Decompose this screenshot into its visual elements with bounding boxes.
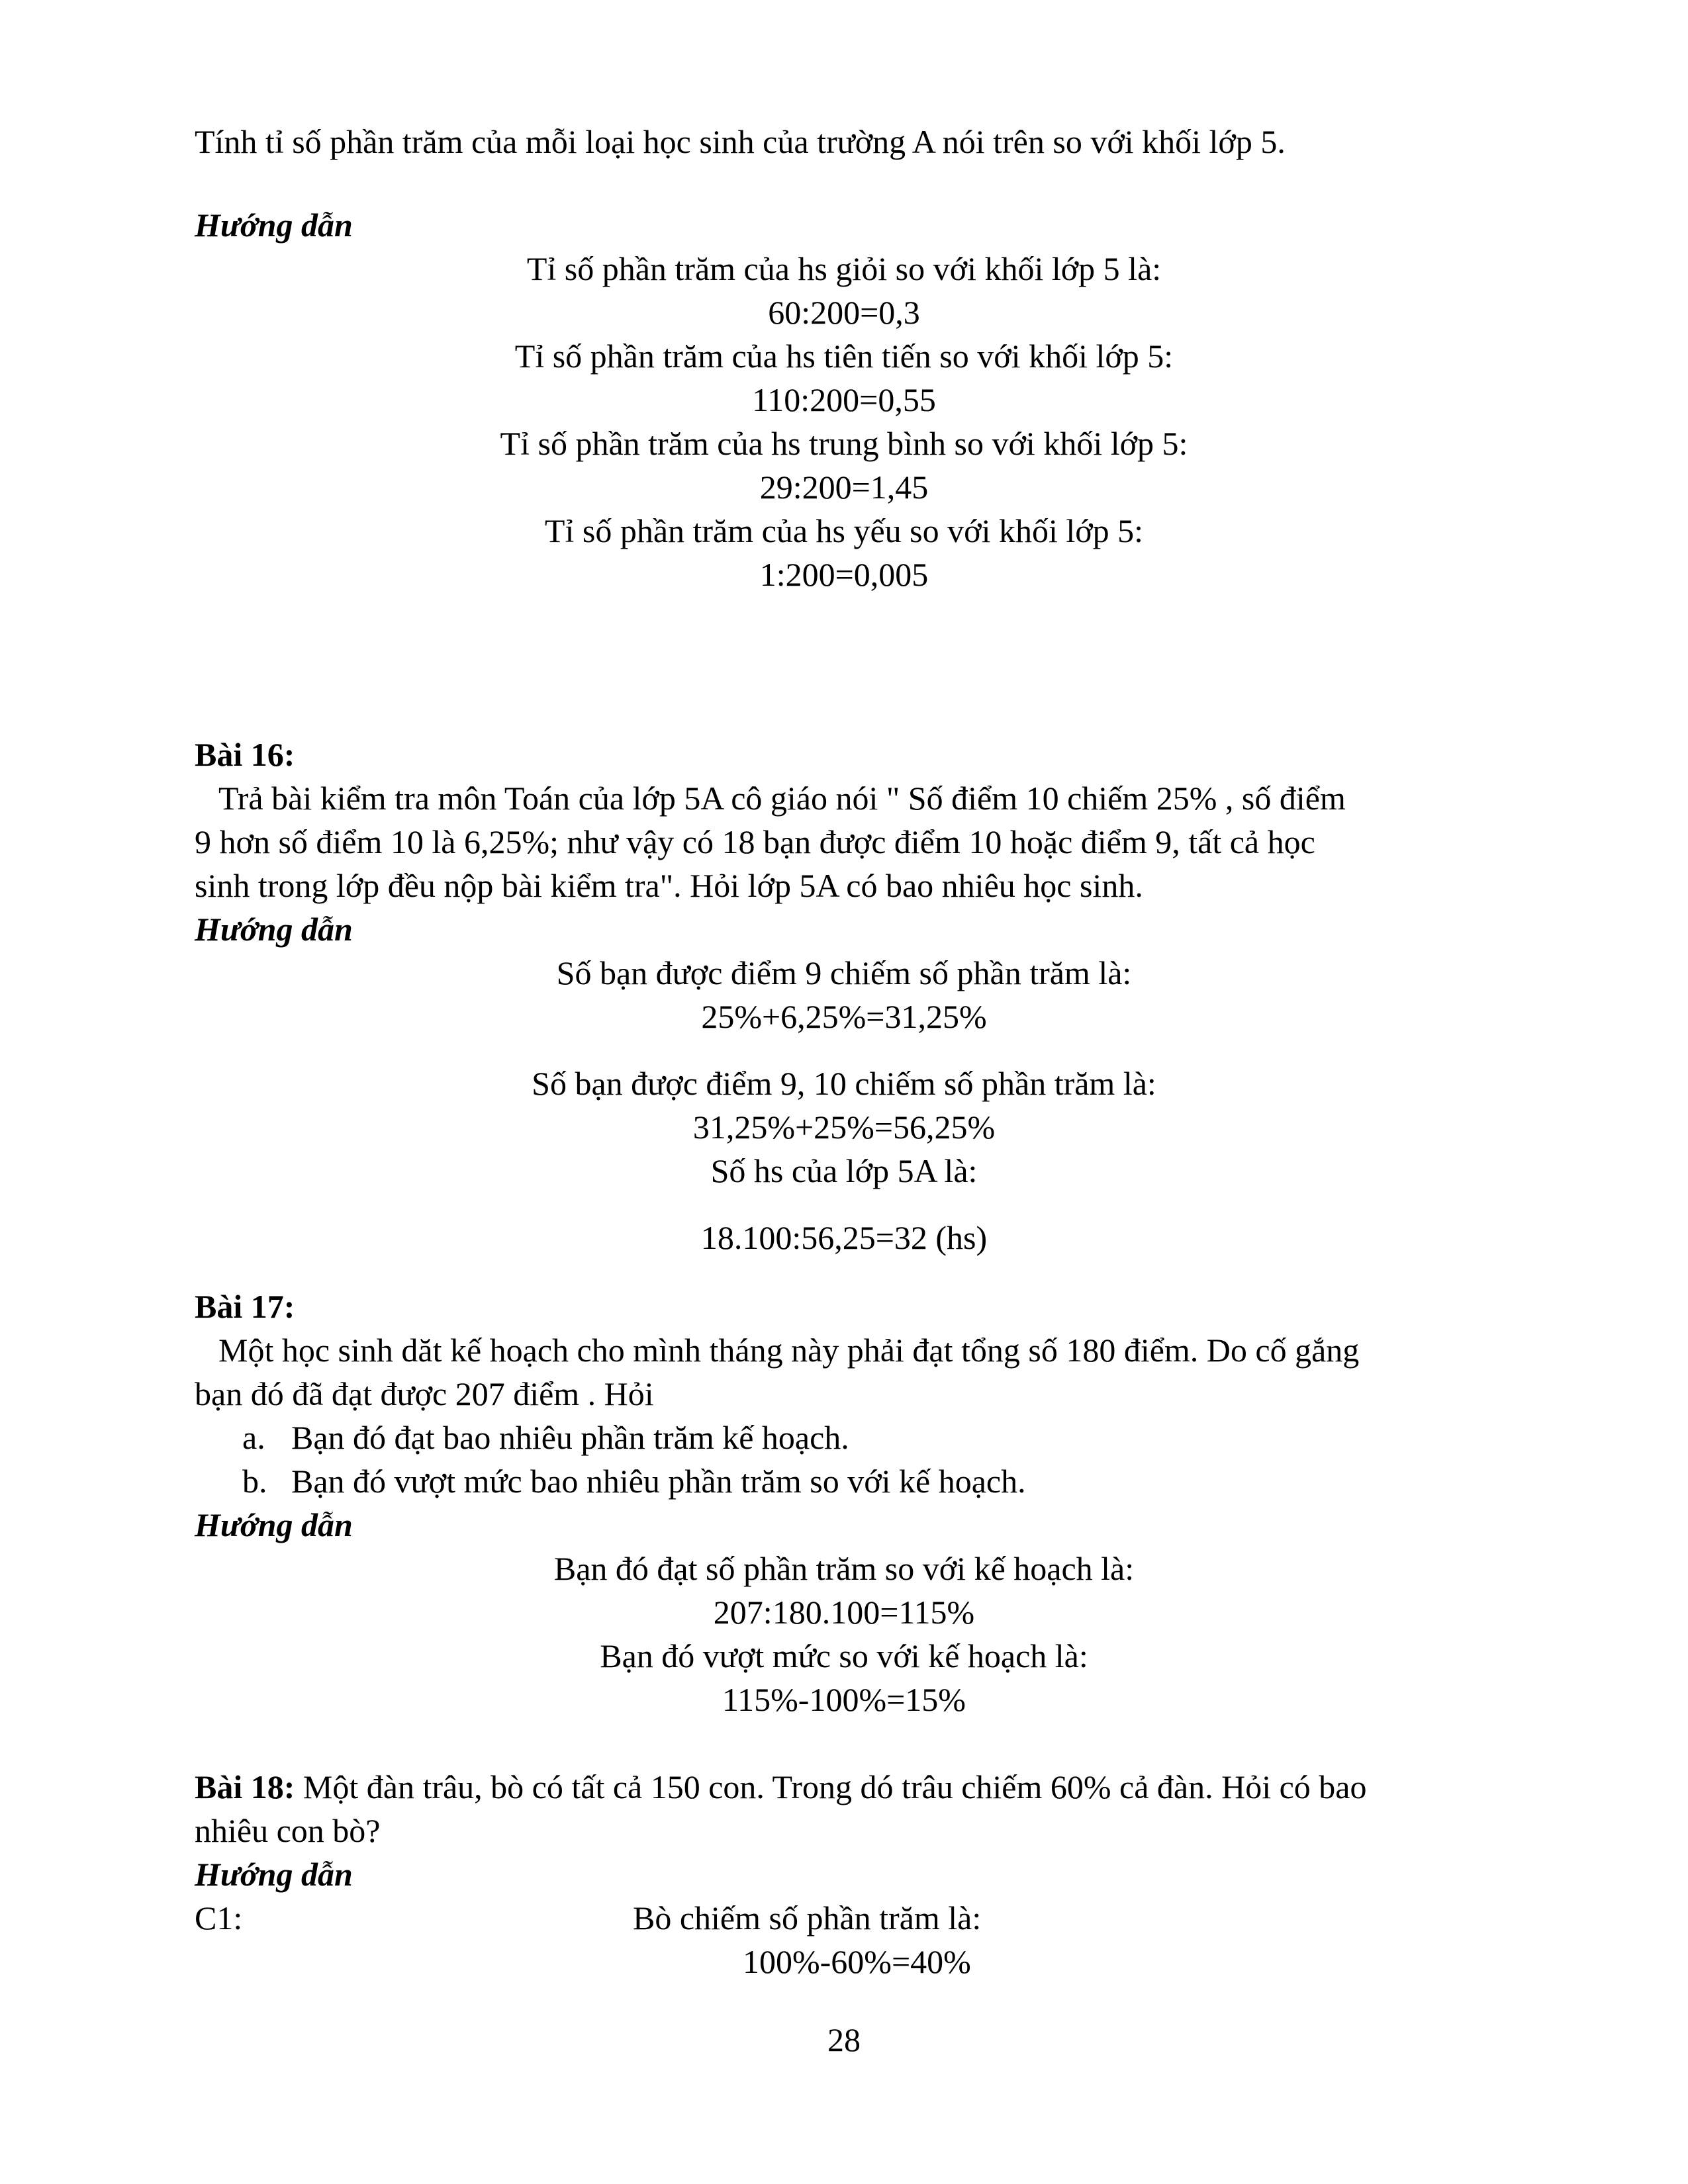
problem-title-16: Bài 16:	[195, 736, 295, 773]
list-item: Bạn đó đạt bao nhiêu phần trăm kế hoạch.	[291, 1419, 849, 1456]
solution-line: 207:180.100=115%	[713, 1594, 975, 1631]
problem-18-first-line	[195, 1766, 1366, 1808]
page-number: 28	[827, 2021, 861, 2058]
problem-text: 9 hơn số điểm 10 là 6,25%; như vậy có 18 bạn được điểm 10 hoặc điểm 9, tất cả học	[195, 823, 1315, 860]
solution-line: 25%+6,25%=31,25%	[701, 998, 987, 1035]
problem-text: sinh trong lớp đều nộp bài kiểm tra". Hỏi lớp 5A có bao nhiêu học sinh.	[195, 867, 1143, 904]
solution-line: Số bạn được điểm 9, 10 chiếm số phần trăm là:	[532, 1065, 1156, 1102]
huong-dan-heading: Hướng dẫn	[195, 206, 353, 244]
list-marker: b.	[242, 1463, 267, 1500]
solution-line: 31,25%+25%=56,25%	[692, 1109, 996, 1146]
solution-line: 18.100:56,25=32 (hs)	[700, 1219, 988, 1256]
intro-question: Tính tỉ số phần trăm của mỗi loại học sinh của trường A nói trên so với khối lớp 5.	[195, 123, 1286, 160]
huong-dan-heading: Hướng dẫn	[195, 1506, 353, 1543]
solution-line: 100%-60%=40%	[743, 1943, 971, 1980]
problem-text: bạn đó đã đạt được 207 điểm . Hỏi	[195, 1375, 654, 1412]
huong-dan-heading: Hướng dẫn	[195, 1856, 353, 1893]
solution-line: 1:200=0,005	[759, 556, 929, 593]
method-label-c1: C1:	[195, 1899, 243, 1936]
solution-line: Bò chiếm số phần trăm là:	[633, 1899, 982, 1936]
problem-title-18: Bài 18:	[195, 1768, 295, 1805]
solution-line: 110:200=0,55	[752, 381, 936, 418]
problem-text: Một học sinh dăt kế hoạch cho mình tháng này phải đạt tổng số 180 điểm. Do cố gắng	[218, 1332, 1360, 1369]
problem-text: Một đàn trâu, bò có tất cả 150 con. Trong dó trâu chiếm 60% cả đàn. Hỏi có bao	[295, 1768, 1367, 1805]
solution-line: 115%-100%=15%	[722, 1681, 966, 1718]
problem-text: Trả bài kiểm tra môn Toán của lớp 5A cô giáo nói " Số điểm 10 chiếm 25% , số điểm	[218, 780, 1346, 817]
solution-line: Tỉ số phần trăm của hs giỏi so với khối lớp 5 là:	[526, 250, 1162, 287]
solution-line: Số hs của lớp 5A là:	[710, 1152, 978, 1189]
solution-line: Số bạn được điểm 9 chiếm số phần trăm là:	[556, 954, 1132, 991]
solution-line: Tỉ số phần trăm của hs yếu so với khối lớp 5:	[544, 512, 1144, 549]
list-item: Bạn đó vượt mức bao nhiêu phần trăm so với kế hoạch.	[291, 1463, 1026, 1500]
problem-text: nhiêu con bò?	[195, 1812, 381, 1849]
solution-line: Bạn đó vượt mức so với kế hoạch là:	[600, 1637, 1088, 1674]
problem-title-17: Bài 17:	[195, 1288, 295, 1325]
solution-line: Tỉ số phần trăm của hs trung bình so với khối lớp 5:	[500, 425, 1188, 462]
solution-line: Bạn đó đạt số phần trăm so với kế hoạch là:	[553, 1550, 1135, 1587]
solution-line: Tỉ số phần trăm của hs tiên tiến so với khối lớp 5:	[514, 338, 1174, 375]
solution-line: 29:200=1,45	[759, 469, 929, 506]
solution-line: 60:200=0,3	[768, 294, 920, 331]
list-marker: a.	[242, 1419, 265, 1456]
huong-dan-heading: Hướng dẫn	[195, 911, 353, 948]
